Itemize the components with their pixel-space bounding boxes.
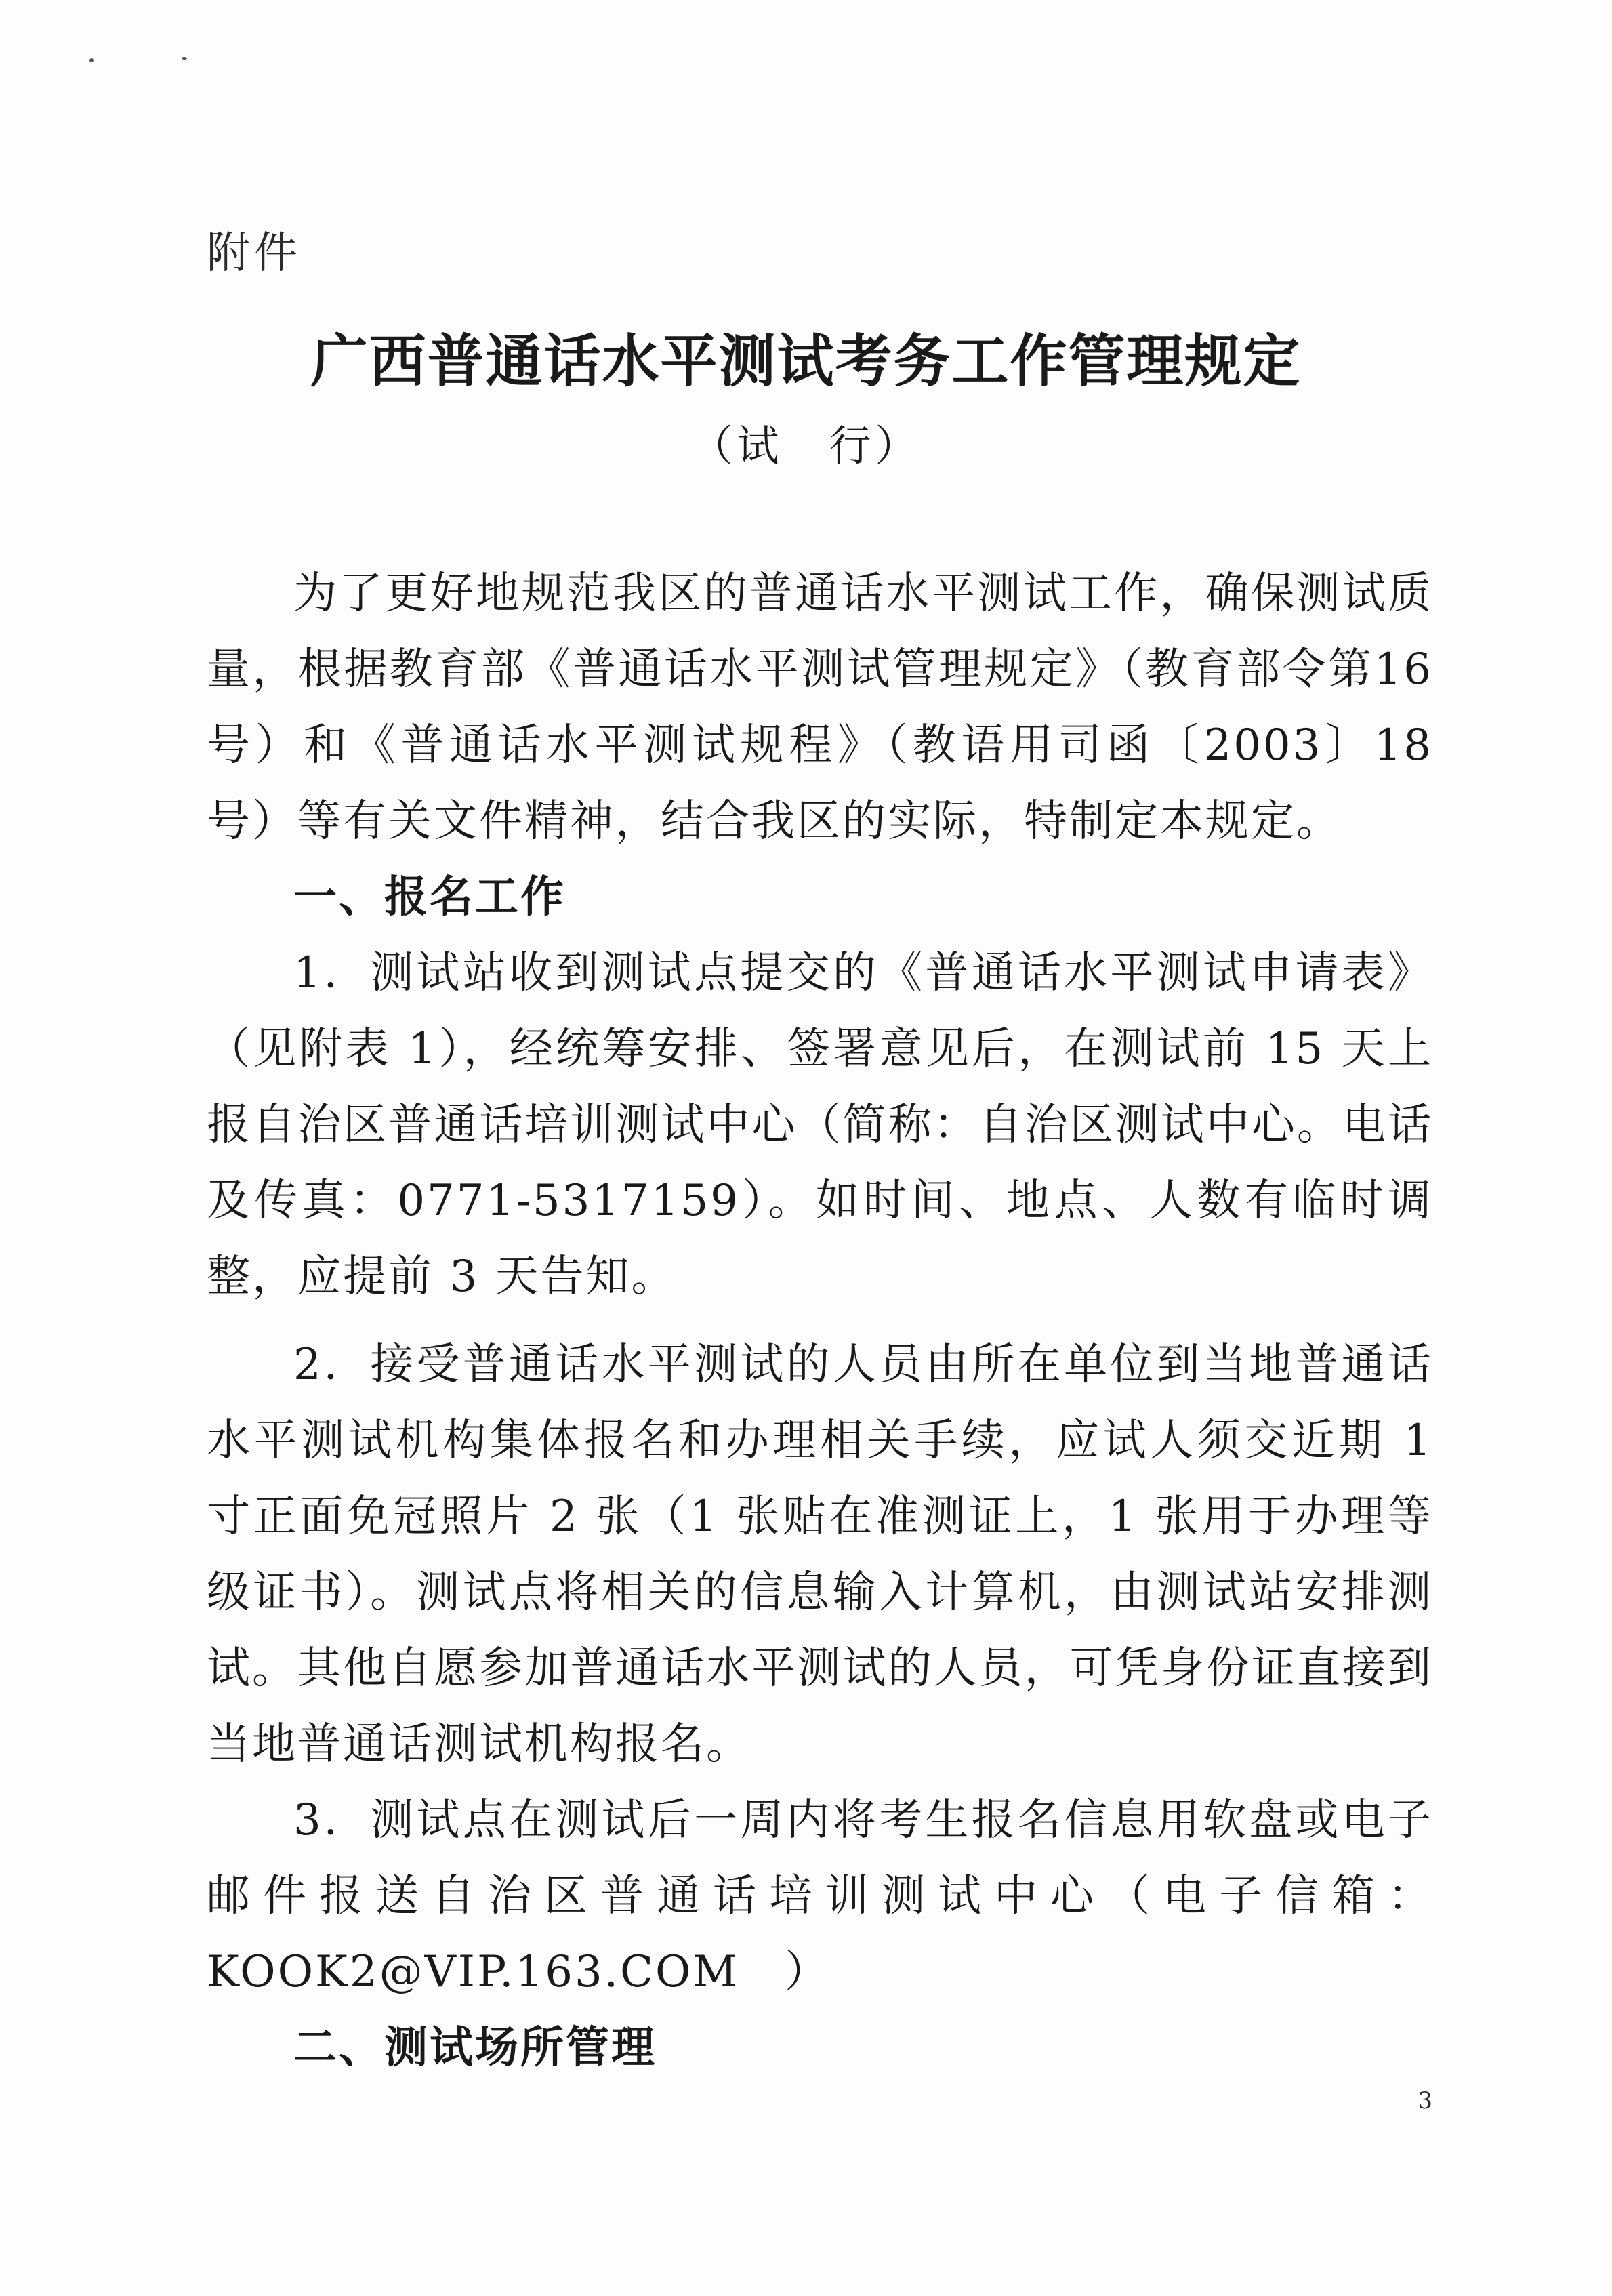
registration-item-1: 1．测试站收到测试点提交的《普通话水平测试申请表》（见附表 1），经统筹安排、签署意见后，在测试前 15 天上报自治区普通话培训测试中心（简称：自治区测试中心。电话及传真：0771-5317159）。如时间、地点、人数有临时调整，应提前 3 天告知。 (207, 948, 1433, 1302)
document-title: 广西普通话水平测试考务工作管理规定 (310, 328, 1302, 394)
document-body (207, 556, 1433, 2086)
registration-item-3: 3．测试点在测试后一周内将考生报名信息用软盘或电子邮件报送自治区普通话培训测试中心（电子信箱：KOOK2@VIP.163.COM ） (207, 1795, 1433, 1997)
page-number: 3 (1418, 2087, 1432, 2114)
section-heading-registration: 一、报名工作 (293, 872, 566, 922)
registration-item-2: 2．接受普通话水平测试的人员由所在单位到当地普通话水平测试机构集体报名和办理相关手续，应试人须交近期 1 寸正面免冠照片 2 张（1 张贴在准测证上，1 张用于办理等级证书）。测试点将相关的信息输入计算机，由测试站安排测试。其他自愿参加普通话水平测试的人员，可凭身份证直接到当地普通话测试机构报名。 (207, 1340, 1433, 1769)
section-heading-venue: 二、测试场所管理 (293, 2023, 657, 2073)
document-subtitle: （试 行） (690, 421, 922, 470)
scan-speck (89, 58, 94, 62)
intro-paragraph: 为了更好地规范我区的普通话水平测试工作，确保测试质量，根据教育部《普通话水平测试管理规定》（教育部令第16号）和《普通话水平测试规程》（教语用司函〔2003〕18 号）等有关文件精神，结合我区的实际，特制定本规定。 (207, 569, 1433, 846)
attachment-label: 附件 (207, 228, 302, 279)
scan-speck (182, 57, 187, 60)
